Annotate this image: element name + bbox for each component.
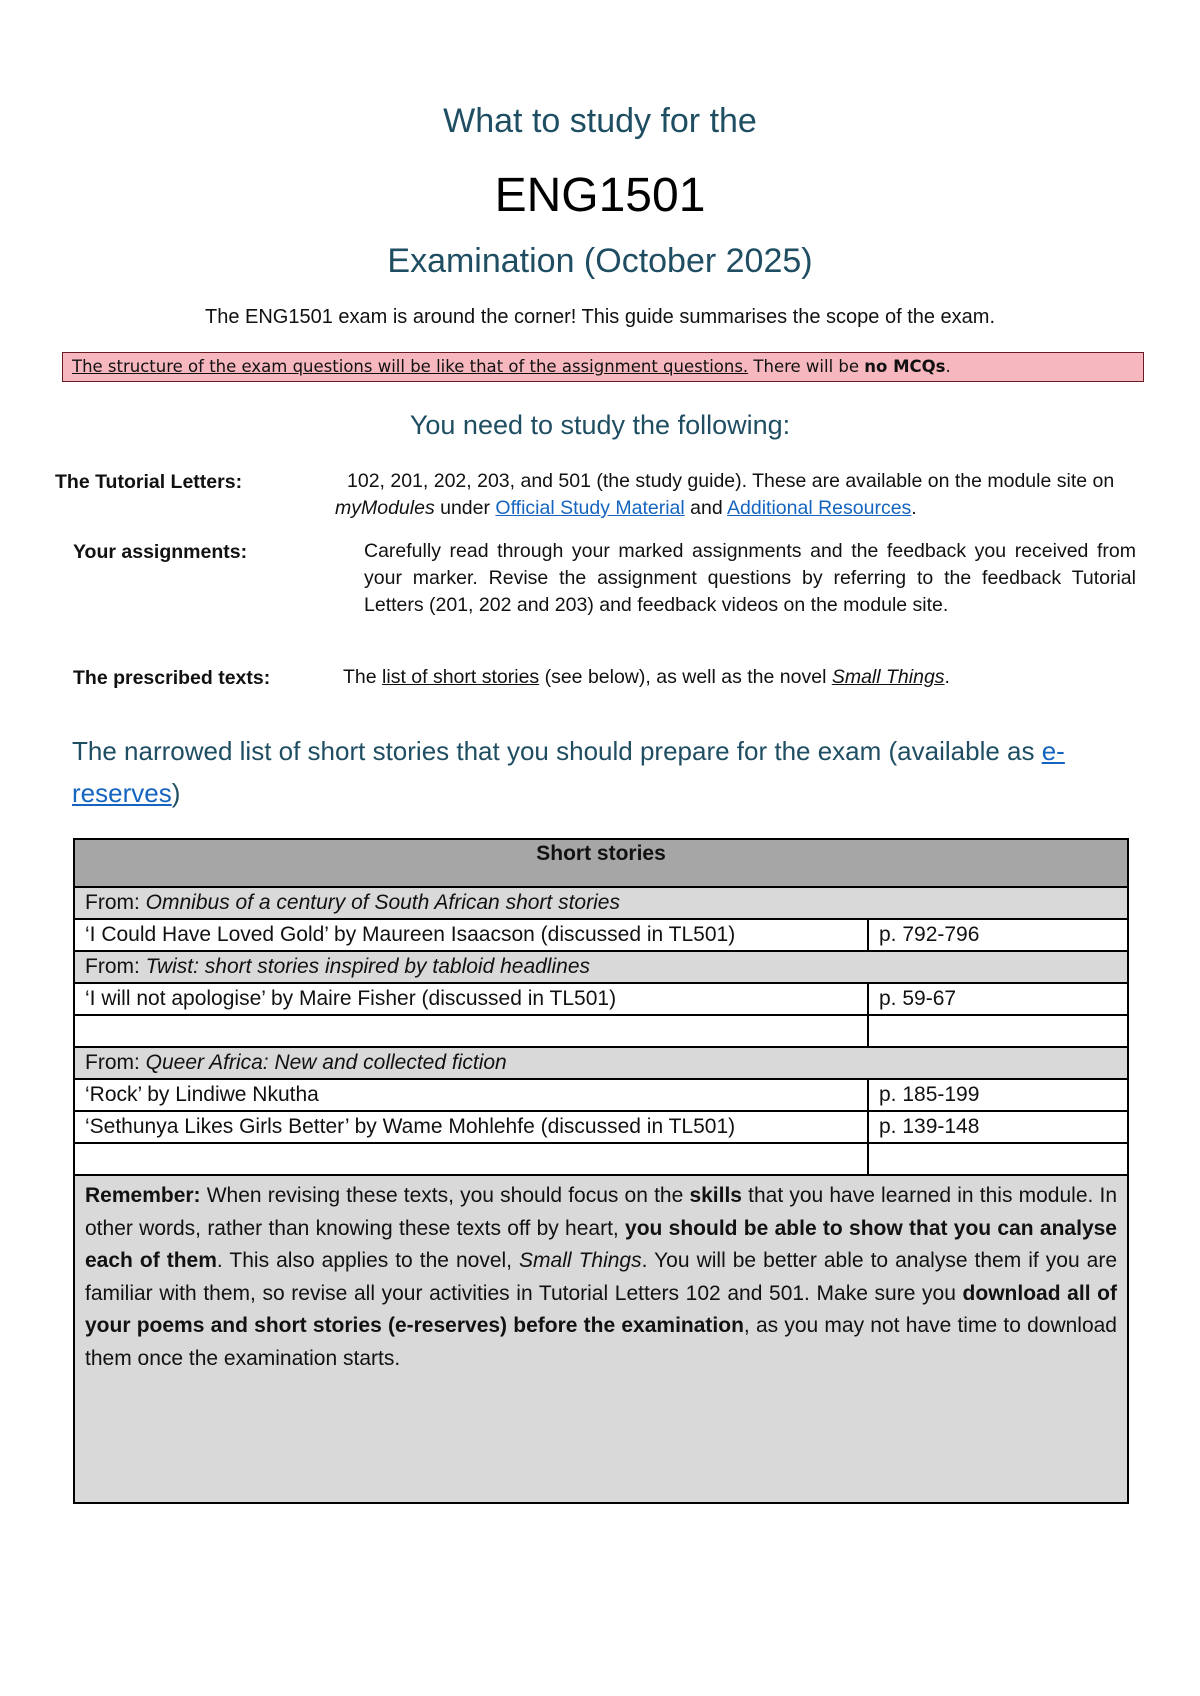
study-heading: You need to study the following: — [409, 410, 791, 440]
source-title: Queer Africa: New and collected fiction — [145, 1051, 507, 1074]
rem-i1: Small Things — [519, 1249, 642, 1272]
source-row — [74, 951, 1128, 983]
assignments-label: Your assignments: — [73, 541, 248, 563]
assignments-text: Carefully read through your marked assignments and the feedback you received from your marker. Revise the assignment questions by referring to the feedback Tutorial Letters (201, 202 and 203) and feedback videos on the module site. — [364, 540, 1136, 616]
from-label: From: — [85, 1051, 146, 1074]
pt-mid: (see below), as well as the novel — [539, 666, 832, 688]
remember-note — [74, 1175, 1128, 1503]
narrowed-end: ) — [171, 778, 181, 808]
table-row — [74, 1111, 1128, 1143]
table-row — [74, 983, 1128, 1015]
source-title: Twist: short stories inspired by tabloid headlines — [145, 955, 590, 978]
notice-bold: no MCQs — [864, 357, 946, 376]
table-header-row — [74, 839, 1128, 887]
story-title: ‘Rock’ by Lindiwe Nkutha — [74, 1079, 868, 1111]
tl-end: . — [911, 497, 917, 519]
source-row — [74, 1047, 1128, 1079]
notice-end: . — [945, 357, 951, 376]
rem-t1: When revising these texts, you should focus on the — [200, 1184, 690, 1207]
exam-title: Examination (October 2025) — [387, 242, 813, 280]
tutorial-letters-label: The Tutorial Letters: — [55, 471, 243, 493]
rem-t5: , as you may not have time to download them once the examination starts. — [85, 1314, 1117, 1370]
notice-underlined: The structure of the exam questions will be like that of the assignment questions. — [72, 357, 749, 376]
notice-rest: There will be — [748, 357, 865, 376]
rem-t4: . You will be better able to analyse them if you are familiar with them, so revise all your activities in Tutorial Letters 102 and 501. Make sure you — [85, 1249, 1117, 1305]
pt-end: . — [944, 666, 950, 688]
novel-title: Small Things — [831, 666, 945, 688]
prescribed-text — [343, 664, 1143, 691]
story-title: ‘Sethunya Likes Girls Better’ by Wame Mohlehfe (discussed in TL501) — [74, 1111, 868, 1143]
structure-notice — [62, 352, 1144, 382]
tl-and: and — [684, 497, 728, 519]
tl-text: 102, 201, 202, 203, and 501 (the study guide). These are available on the module site on — [347, 470, 1115, 492]
tutorial-letters-text — [335, 468, 1167, 522]
table-header: Short stories — [74, 839, 1128, 887]
intro-text: The ENG1501 exam is around the corner! This guide summarises the scope of the exam. — [204, 306, 996, 328]
mymodules: myModules — [335, 497, 435, 519]
narrowed-list-heading — [72, 730, 1152, 814]
e-reserves-link[interactable]: e-reserves — [72, 736, 1065, 808]
prescribed-label: The prescribed texts: — [73, 667, 271, 689]
from-label: From: — [85, 955, 146, 978]
title-line-1: What to study for the — [443, 102, 757, 140]
remember-row — [74, 1175, 1128, 1503]
story-pages: p. 139-148 — [868, 1111, 1128, 1143]
source-row — [74, 887, 1128, 919]
source-title: Omnibus of a century of South African short stories — [145, 891, 620, 914]
from-label: From: — [85, 891, 146, 914]
module-code: ENG1501 — [494, 169, 706, 222]
story-title: ‘I Could Have Loved Gold’ by Maureen Isaacson (discussed in TL501) — [74, 919, 868, 951]
story-pages: p. 185-199 — [868, 1079, 1128, 1111]
rem-t2: that you have learned in this module. In other words, rather than knowing these texts off by heart, — [85, 1184, 1118, 1240]
table-row — [74, 919, 1128, 951]
pt-pre: The — [343, 666, 383, 688]
rem-b1: Remember: — [85, 1184, 201, 1207]
tl-under: under — [434, 497, 496, 519]
empty-row — [74, 1143, 1128, 1175]
official-study-material-link[interactable]: Official Study Material — [495, 497, 685, 519]
story-pages: p. 792-796 — [868, 919, 1128, 951]
additional-resources-link[interactable]: Additional Resources — [727, 497, 912, 519]
short-stories-list-link[interactable]: list of short stories — [382, 666, 540, 688]
rem-b2: skills — [689, 1184, 742, 1207]
empty-row — [74, 1015, 1128, 1047]
rem-b4: download all of your poems and short stories (e-reserves) before the examination — [85, 1281, 1117, 1337]
narrowed-text: The narrowed list of short stories that you should prepare for the exam (available as — [72, 736, 1042, 766]
rem-b3: you should be able to show that you can analyse each of them — [85, 1216, 1117, 1272]
short-stories-table — [73, 838, 1129, 1504]
table-row — [74, 1079, 1128, 1111]
story-pages: p. 59-67 — [868, 983, 1128, 1015]
story-title: ‘I will not apologise’ by Maire Fisher (discussed in TL501) — [74, 983, 868, 1015]
rem-t3: . This also applies to the novel, — [216, 1249, 520, 1272]
